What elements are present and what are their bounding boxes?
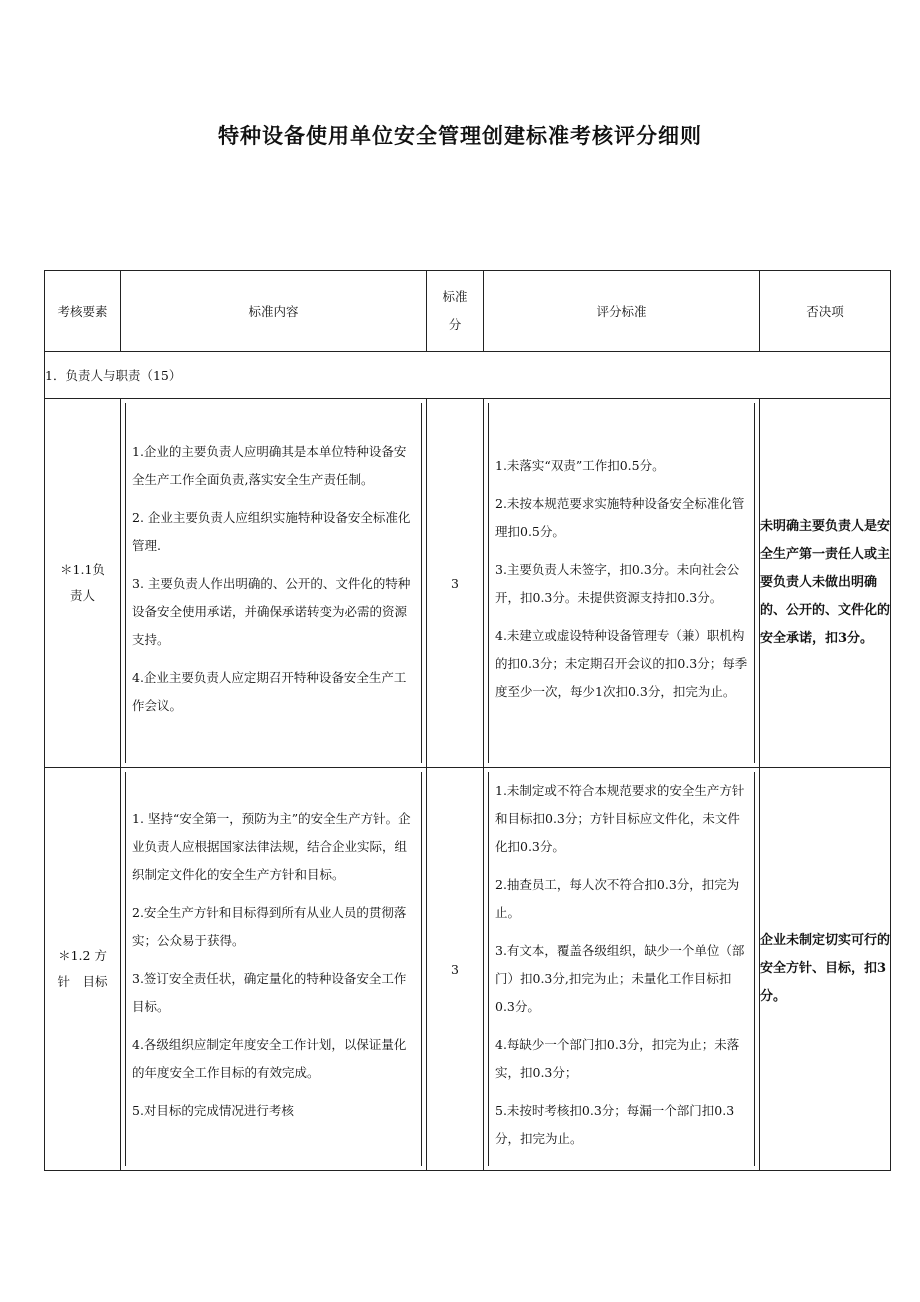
- criteria-item: 4.每缺少一个部门扣0.3分，扣完为止；未落实，扣0.3分；: [495, 1037, 740, 1080]
- content-item: 2.安全生产方针和目标得到所有从业人员的贯彻落实；公众易于获得。: [132, 905, 407, 948]
- criteria-item: 2.未按本规范要求实施特种设备安全标准化管理扣0.5分。: [495, 496, 745, 539]
- assessment-table: [44, 270, 891, 1171]
- veto-cell: 企业未制定切实可行的安全方针、目标，扣3分。: [760, 768, 891, 1171]
- veto-cell: 未明确主要负责人是安全生产第一责任人或主要负责人未做出明确的、公开的、文件化的安全承诺，扣3分。: [760, 399, 891, 768]
- content-item: 1. 坚持“安全第一，预防为主”的安全生产方针。企业负责人应根据国家法律法规，结合企业实际，组织制定文件化的安全生产方针和目标。: [132, 811, 411, 882]
- criteria-item: 4.未建立或虚设特种设备管理专（兼）职机构的扣0.3分；未定期召开会议的扣0.3分；每季度至少一次，每少1次扣0.3分，扣完为止。: [495, 628, 748, 699]
- content-item: 2. 企业主要负责人应组织实施特种设备安全标准化管理.: [132, 510, 411, 553]
- content-box: [125, 403, 422, 763]
- criteria-item: 3.主要负责人未签字，扣0.3分。未向社会公开，扣0.3分。未提供资源支持扣0.3分。: [495, 562, 740, 605]
- criteria-item: 2.抽查员工，每人次不符合扣0.3分，扣完为止。: [495, 877, 740, 920]
- criteria-item: 3.有文本，覆盖各级组织，缺少一个单位（部门）扣0.3分,扣完为止；未量化工作目标扣0.3分。: [495, 943, 745, 1014]
- element-line: ＊1.1负: [60, 562, 105, 577]
- content-item: 4.企业主要负责人应定期召开特种设备安全生产工作会议。: [132, 670, 407, 713]
- table-row: [45, 399, 891, 768]
- header-content: 标准内容: [121, 271, 427, 352]
- score-cell: 3: [427, 768, 484, 1171]
- table-row: [45, 768, 891, 1171]
- header-row: [45, 271, 891, 352]
- header-score-line1: 标准: [442, 289, 468, 304]
- header-veto: 否决项: [760, 271, 891, 352]
- content-item: 3.签订安全责任状，确定量化的特种设备安全工作目标。: [132, 971, 407, 1014]
- score-cell: 3: [427, 399, 484, 768]
- element-line: 责人: [69, 588, 95, 603]
- section-row: [45, 352, 891, 399]
- criteria-item: 1.未制定或不符合本规范要求的安全生产方针和目标扣0.3分；方针目标应文件化，未文件化扣0.3分。: [495, 783, 745, 854]
- content-item: 5.对目标的完成情况进行考核: [132, 1103, 294, 1118]
- element-cell: [45, 399, 121, 768]
- criteria-cell: [484, 399, 760, 768]
- header-criteria: 评分标准: [484, 271, 760, 352]
- document-title: 特种设备使用单位安全管理创建标准考核评分细则: [218, 123, 702, 148]
- content-item: 3. 主要负责人作出明确的、公开的、文件化的特种设备安全使用承诺，并确保承诺转变为必需的资源支持。: [132, 576, 411, 647]
- header-element: 考核要素: [45, 271, 121, 352]
- criteria-cell: [484, 768, 760, 1171]
- criteria-box: [488, 772, 755, 1166]
- element-line: 针 目标: [57, 974, 108, 989]
- element-cell: [45, 768, 121, 1171]
- criteria-box: [488, 403, 755, 763]
- header-score-line2: 分: [448, 317, 462, 332]
- content-box: [125, 772, 422, 1166]
- criteria-item: 1.未落实“双责”工作扣0.5分。: [495, 458, 665, 473]
- content-item: 4.各级组织应制定年度安全工作计划，以保证量化的年度安全工作目标的有效完成。: [132, 1037, 407, 1080]
- element-line: ＊1.2 方: [58, 948, 107, 963]
- criteria-item: 5.未按时考核扣0.3分；每漏一个部门扣0.3分，扣完为止。: [495, 1103, 735, 1146]
- header-score: [427, 271, 484, 352]
- section-title: 1．负责人与职责（15）: [45, 352, 891, 399]
- content-cell: [121, 399, 427, 768]
- content-item: 1.企业的主要负责人应明确其是本单位特种设备安全生产工作全面负责,落实安全生产责任制。: [132, 444, 407, 487]
- content-cell: [121, 768, 427, 1171]
